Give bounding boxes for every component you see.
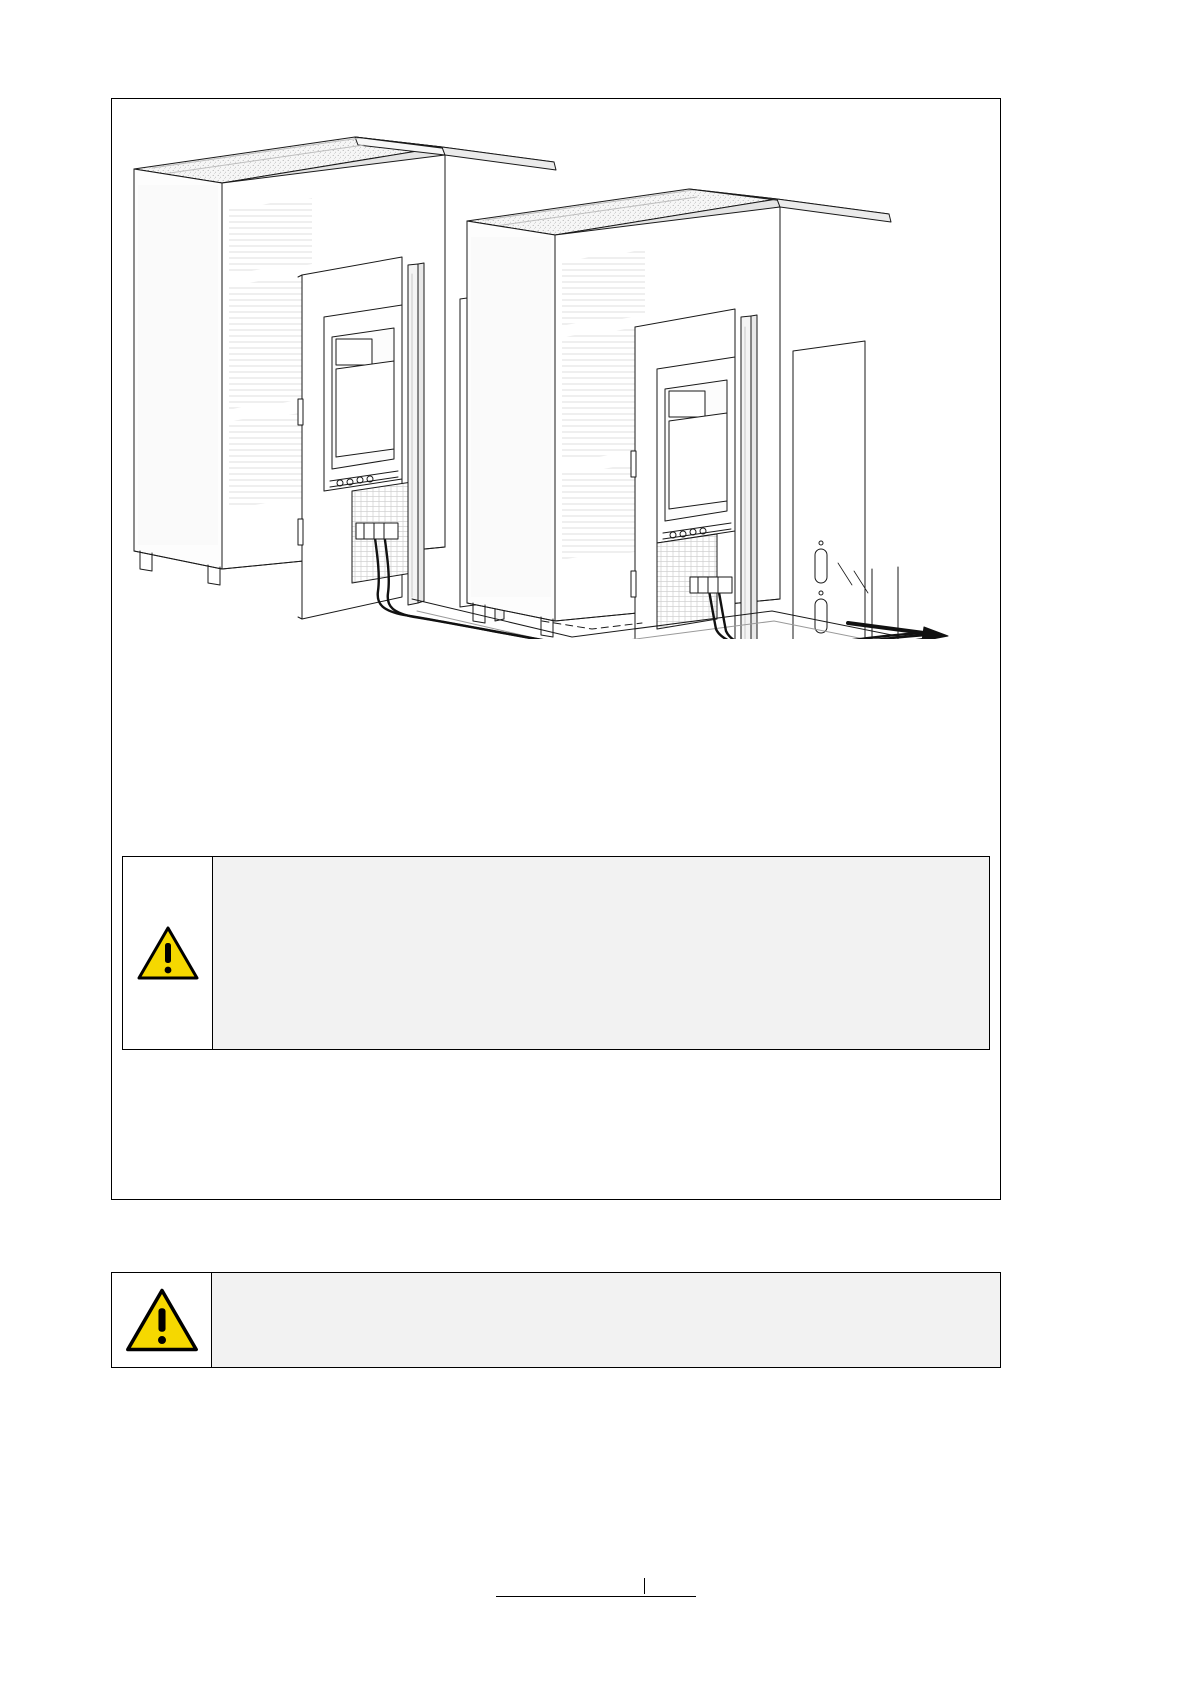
- warning-icon-cell-secondary: [112, 1273, 212, 1367]
- footer-tick: [644, 1578, 645, 1594]
- warning-note-secondary: [111, 1272, 1001, 1368]
- warning-text-cell-secondary: [212, 1273, 1000, 1367]
- footer-rule: [496, 1596, 696, 1597]
- ups-cabinet-diagram: [112, 99, 1000, 639]
- figure-illustration: [112, 99, 1000, 639]
- warning-triangle-icon: [124, 1287, 200, 1353]
- warning-note-primary: [122, 856, 990, 1050]
- warning-text-cell: [213, 857, 989, 1049]
- warning-triangle-icon: [137, 925, 199, 981]
- page-content-frame: [111, 98, 1001, 1200]
- warning-icon-cell: [123, 857, 213, 1049]
